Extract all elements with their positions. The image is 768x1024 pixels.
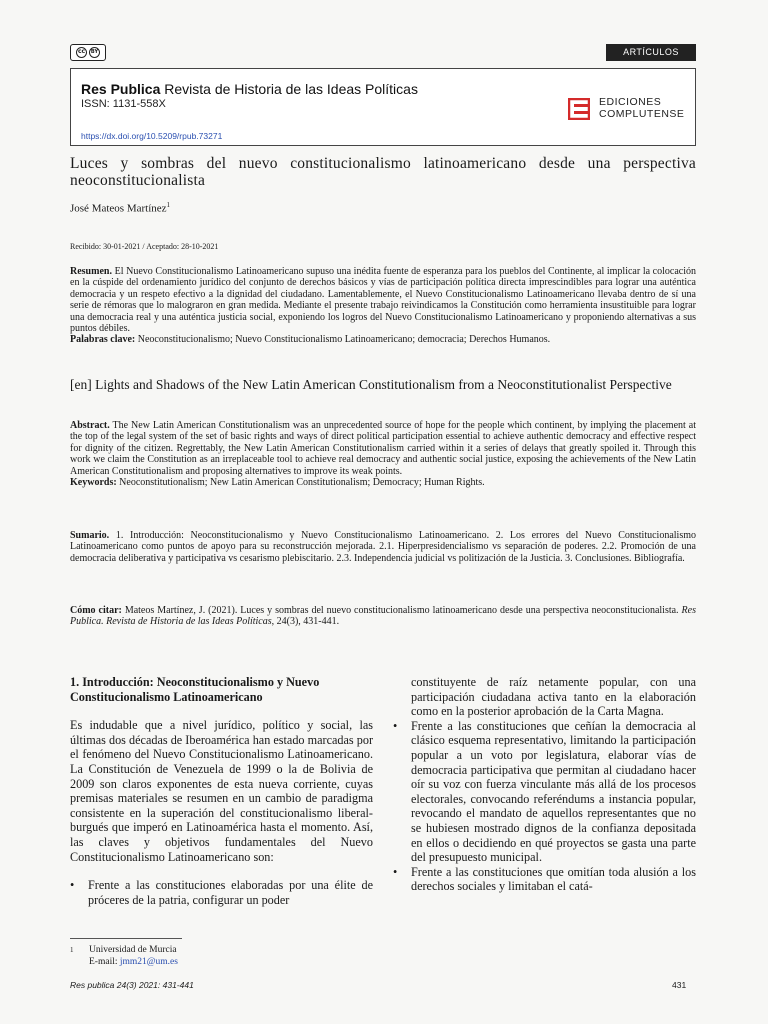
keywords-en-label: Keywords:	[70, 477, 117, 489]
publisher-line-2: COMPLUTENSE	[599, 108, 685, 120]
bullet-2-text: Frente a las constituciones que ceñían la democracia al clásico esquema representativo, limitando la participación popular a un voto por legislatura, elaborar vías de democracia participativa que permitan al ciudadano hacer oír su voz con fuerza vinculante más allá de los procesos electorales, convocando referéndums a instancia popular, revocando el mandato de aquellos representantes que no se hubiesen mostrado dignos de la confianza depositada en ellos o decidiendo en qué proyectos se gasta una parte del presupuesto municipal.	[411, 718, 696, 865]
summary-label: Sumario.	[70, 530, 110, 541]
journal-issn: ISSN: 1131-558X	[81, 98, 166, 110]
citation-journal-italic: Res Publica. Revista de Historia de las Ideas Políticas	[70, 605, 696, 628]
publisher-line-1: EDICIONES	[599, 96, 662, 108]
author-footnote-mark: 1	[166, 201, 171, 209]
footnote-affiliation: Universidad de Murcia	[89, 945, 177, 955]
citation-text-b: , 24(3), 431-441.	[271, 616, 340, 628]
abstract-en	[70, 420, 696, 488]
citation-text-a: Mateos Martínez, J. (2021). Luces y sombras del nuevo constitucionalismo latinoamericano desde una perspectiva neoconstitucionalista.	[121, 605, 682, 616]
list-item	[393, 865, 696, 894]
list-item	[393, 675, 696, 719]
abstract-en-text: The New Latin American Constitutionalism was an unprecedented source of hope for the people which continent, by implying the placement at the top of the legal system of the set of basic rights and ways of direct political participation essential to achieve authentic democracy and effective respect for dignity of the citizen. Regrettably, the New Latin American Constitutionalism carried within it a series of delays that greatly spoiled it. Through this work we claim the Constitution as an irreplaceable tool to achieve real democracy and authentic social justice, exposing the achievements of the New Latin American Constitutionalism and proposing alternatives to improve its weak points.	[70, 420, 696, 477]
keywords-es-text: Neoconstitucionalismo; Nuevo Constitucionalismo Latinoamericano; democracia; Derechos Humanos.	[135, 334, 551, 346]
summary	[70, 530, 696, 564]
footnote-email-label: E-mail:	[89, 957, 120, 967]
bullet-mark: •	[70, 878, 75, 893]
citation	[70, 605, 696, 628]
cc-icon: cc	[76, 47, 87, 58]
body-column-left	[70, 675, 373, 907]
article-title: Luces y sombras del nuevo constitucionalismo latinoamericano desde una perspectiva neoconstitucionalista	[70, 155, 696, 189]
list-item	[70, 878, 373, 907]
footnote	[70, 944, 178, 968]
english-title: [en] Lights and Shadows of the New Latin American Constitutionalism from a Neoconstitutionalist Perspective	[70, 377, 672, 392]
section-heading: 1. Introducción: Neoconstitucionalismo y Nuevo Constitucionalismo Latinoamericano	[70, 675, 320, 704]
keywords-es-label: Palabras clave:	[70, 334, 136, 346]
footnote-number: 1	[70, 946, 74, 954]
person-icon: BY	[89, 47, 100, 58]
article-author	[70, 201, 170, 215]
body-column-right	[393, 675, 696, 894]
journal-header-box	[70, 68, 696, 146]
abstract-es	[70, 266, 696, 346]
footnote-divider	[70, 938, 182, 939]
bullet-1-text-right: constituyente de raíz netamente popular, con una participación ciudadana activa tanto en la elaboración como en la posterior aprobación de la Carta Magna.	[411, 675, 696, 719]
creative-commons-by-icon	[70, 44, 106, 61]
bullet-1-text-left: Frente a las constituciones elaboradas por una élite de próceres de la patria, configurar un poder	[88, 878, 373, 907]
journal-title	[81, 81, 418, 97]
received-accepted-dates: Recibido: 30-01-2021 / Aceptado: 28-10-2021	[70, 242, 219, 251]
publisher-name	[599, 96, 684, 120]
ediciones-complutense-logo-icon	[568, 98, 590, 120]
citation-label: Cómo citar:	[70, 605, 122, 616]
bullet-3-text: Frente a las constituciones que omitían toda alusión a los derechos sociales y limitaban el catá-	[411, 864, 696, 894]
bullet-continuation-spacer	[393, 675, 411, 719]
section-label: ARTÍCULOS	[606, 44, 696, 61]
body-paragraph-1: Es indudable que a nivel jurídico, político y social, las últimas dos décadas de Iberoamérica han estado marcadas por el fenómeno del Nuevo Constitucionalismo Latinoamericano. La Constitución de Venezuela de 1999 o la de Bolivia de 2009 son claros exponentes de esta nueva corriente, cuyas premisas materiales se resumen en un cambio de paradigma consistente en la superación del constitucionalismo liberal-burgués que imperó en Latinoamérica hasta el momento. Así, las claves y objetivos fundamentales del Nuevo Constitucionalismo Latinoamericano son:	[70, 718, 373, 864]
journal-name-bold: Res Publica	[81, 81, 161, 97]
author-email-link[interactable]: jmm21@um.es	[119, 957, 178, 967]
abstract-es-text: El Nuevo Constitucionalismo Latinoamericano supuso una inédita fuente de esperanza para los pueblos del Continente, al implicar la colocación en la cúspide del ordenamiento jurídico del conjunto de derechos básicos y vías de participación política directa imprescindibles para lograr una auténtica democracia y un respeto efectivo a la dignidad del ciudadano. Lamentablemente, el Nuevo Constitucionalismo Latinoamericano llevaba dentro de sí una serie de rémoras que lo malograron en gran medida. Mediante el presente trabajo reivindicamos la Constitución como herramienta insustituible para lograr una democracia real y una auténtica justicia social, exponiendo los logros del Nuevo Constitucionalismo Latinoamericano y proponiendo alternativas a sus puntos débiles.	[70, 266, 696, 335]
abstract-es-label: Resumen.	[70, 266, 112, 277]
bullet-mark: •	[393, 864, 398, 879]
author-name: José Mateos Martínez	[70, 202, 167, 215]
journal-name-rest: Revista de Historia de las Ideas Políticas	[160, 81, 418, 97]
bullet-mark: •	[393, 718, 398, 733]
footer-journal-info: Res publica 24(3) 2021: 431-441	[70, 980, 194, 990]
doi-link[interactable]: https://dx.doi.org/10.5209/rpub.73271	[81, 131, 223, 141]
page-number: 431	[672, 980, 687, 990]
summary-text: 1. Introducción: Neoconstitucionalismo y Nuevo Constitucionalismo Latinoamericano. 2. Los errores del Nuevo Constitucionalismo Latinoamericano como puntos de apoyo para su reconstrucción mejorada. 2.1. Hiperpresidencialismo vs separación de poderes. 2.2. Promoción de una democracia deliberativa y participativa vs cesarismo plebiscitario. 2.3. Independencia judicial vs politización de la Justicia. 3. Conclusiones. Bibliografía.	[70, 530, 696, 564]
list-item	[393, 719, 696, 865]
keywords-en-text: Neoconstitutionalism; New Latin American Constitutionalism; Democracy; Human Rights.	[116, 477, 485, 489]
abstract-en-label: Abstract.	[70, 420, 110, 431]
